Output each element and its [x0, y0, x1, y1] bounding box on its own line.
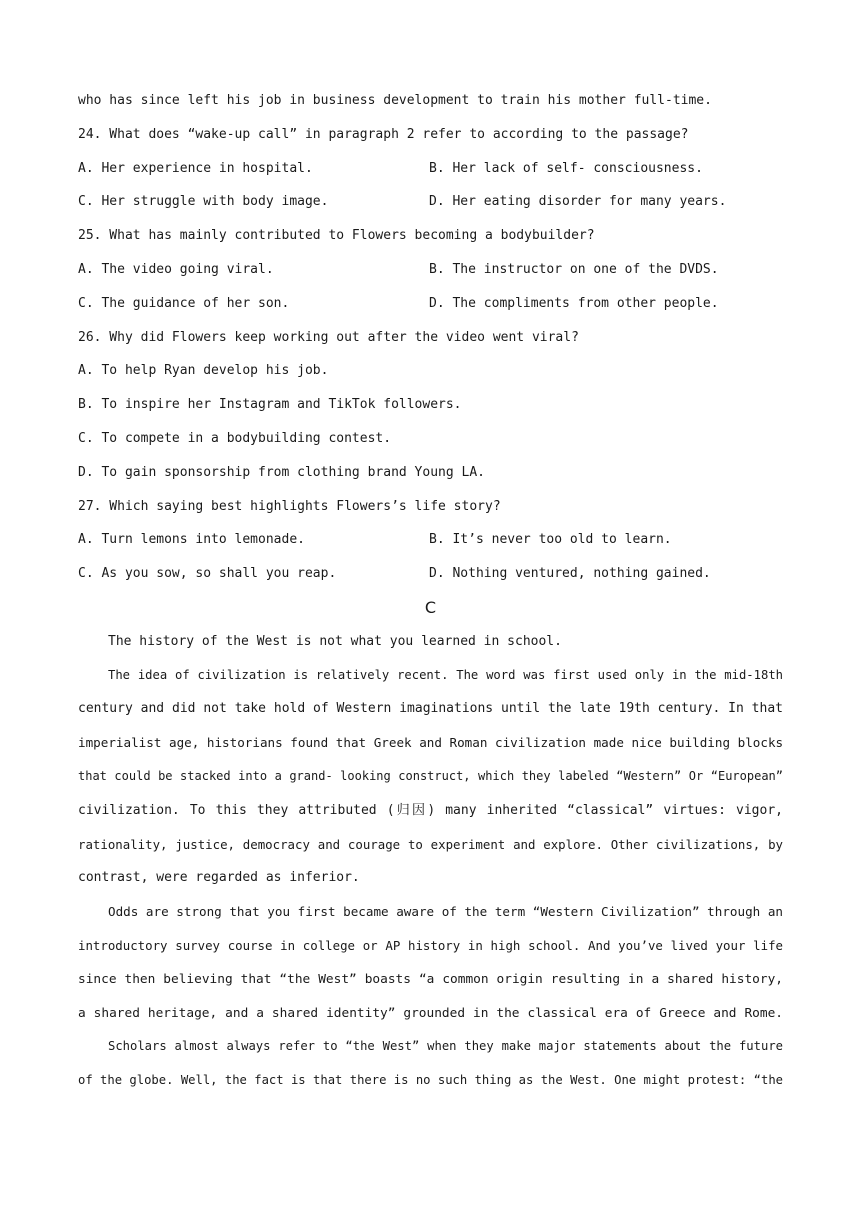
section-c-paragraph-3 [78, 895, 783, 1030]
question-25-option-a: A. The video going viral. [78, 261, 274, 277]
paragraph-4-line-2: of the globe. Well, the fact is that there is no such thing as the West. One might protest: “the [78, 1073, 783, 1088]
question-26-option-c: C. To compete in a bodybuilding contest. [78, 430, 392, 446]
paragraph-2-line-2: century and did not take hold of Western imaginations until the late 19th century. In that [78, 701, 783, 717]
question-25-options-row-2 [78, 287, 783, 321]
question-24-option-c: C. Her struggle with body image. [78, 194, 329, 210]
question-25-options-row-1 [78, 253, 783, 287]
paragraph-2-line-7: contrast, were regarded as inferior. [78, 870, 360, 886]
question-27-option-d: D. Nothing ventured, nothing gained. [429, 566, 711, 582]
question-27-option-a: A. Turn lemons into lemonade. [78, 532, 305, 548]
paragraph-2-line-4: that could be stacked into a grand- looking construct, which they labeled “Western” Or “European” [78, 768, 783, 783]
intro-line: who has since left his job in business development to train his mother full-time. [78, 93, 712, 108]
paragraph-1-line-1: The history of the West is not what you learned in school. [108, 633, 562, 649]
question-27-options-row-1 [78, 523, 783, 557]
question-25-stem: 25. What has mainly contributed to Flowers becoming a bodybuilder? [78, 228, 595, 244]
question-24-stem: 24. What does “wake-up call” in paragraph 2 refer to according to the passage? [78, 126, 689, 142]
paragraph-3-line-4: a shared heritage, and a shared identity” grounded in the classical era of Greece and Rome. [78, 1005, 783, 1021]
question-24-options-row-2 [78, 185, 783, 219]
paragraph-2-line-1: The idea of civilization is relatively recent. The word was first used only in the mid-18th [108, 667, 783, 682]
question-27-option-c: C. As you sow, so shall you reap. [78, 566, 337, 582]
question-24-option-b: B. Her lack of self- consciousness. [429, 160, 703, 176]
paragraph-2-line-5: civilization. To this they attributed (归因) many inherited “classical” virtues: vigor, [78, 802, 783, 818]
paragraph-2-line-6: rationality, justice, democracy and courage to experiment and explore. Other civilizations, by [78, 836, 783, 852]
document-page [78, 84, 783, 1098]
paragraph-2-line-3: imperialist age, historians found that Greek and Roman civilization made nice building blocks [78, 735, 784, 751]
question-25-option-b: B. The instructor on one of the DVDS. [429, 261, 719, 277]
question-24-options-row-1 [78, 152, 783, 186]
paragraph-3-line-3: since then believing that “the West” boasts “a common origin resulting in a shared history, [78, 971, 783, 987]
section-c-heading: C [424, 597, 437, 617]
question-26-option-a: A. To help Ryan develop his job. [78, 363, 329, 379]
question-27-stem: 27. Which saying best highlights Flowers’s life story? [78, 498, 501, 514]
paragraph-3-line-2: introductory survey course in college or AP history in high school. And you’ve lived your life [78, 937, 783, 953]
question-26-option-b: B. To inspire her Instagram and TikTok followers. [78, 397, 462, 413]
paragraph-4-line-1: Scholars almost always refer to “the West” when they make major statements about the future [108, 1039, 783, 1054]
question-24-option-a: A. Her experience in hospital. [78, 160, 313, 176]
question-25-option-c: C. The guidance of her son. [78, 295, 290, 311]
paragraph-3-line-1: Odds are strong that you first became aware of the term “Western Civilization” through an [108, 904, 783, 920]
section-c-paragraph-2 [78, 659, 783, 896]
question-25-option-d: D. The compliments from other people. [429, 295, 719, 311]
section-c-paragraph-1 [78, 625, 783, 659]
question-27-options-row-2 [78, 557, 783, 591]
section-c-paragraph-4 [78, 1030, 783, 1098]
question-24-option-d: D. Her eating disorder for many years. [429, 194, 727, 210]
question-26-stem: 26. Why did Flowers keep working out after the video went viral? [78, 329, 579, 345]
question-27-option-b: B. It’s never too old to learn. [429, 532, 672, 548]
question-26-option-d: D. To gain sponsorship from clothing brand Young LA. [78, 464, 485, 480]
